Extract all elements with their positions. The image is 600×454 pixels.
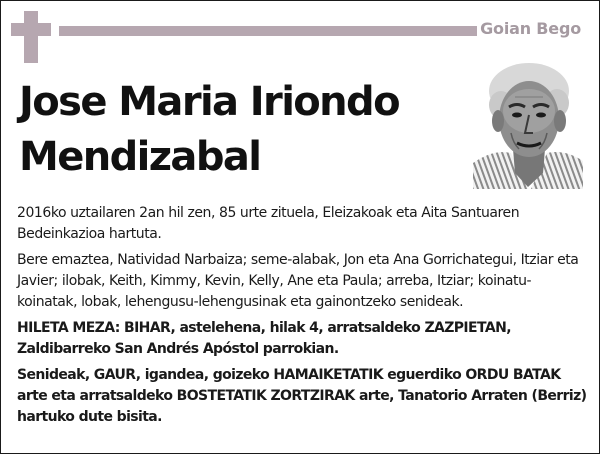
visitation-info: Senideak, GAUR, igandea, goizeko HAMAIKETATIK eguerdiko ORDU BATAK arte eta arratsaldeko BOSTETATIK ZORTZIRAK arte, Tanatorio Arraten (Berriz) hartuko dute bisita.	[17, 367, 587, 425]
deceased-name-line2: Mendizabal	[19, 134, 261, 180]
cross-icon-horizontal	[11, 23, 51, 36]
deceased-name-line1: Jose Maria Iriondo	[19, 79, 399, 125]
death-announcement: 2016ko uztailaren 2an hil zen, 85 urte zituela, Eleizakoak eta Aita Santuaren Bedeinkazioa hartuta.	[17, 205, 520, 242]
region-label: Goian Bego	[480, 19, 581, 38]
portrait-photo	[473, 61, 583, 189]
notice-body	[17, 203, 587, 433]
deceased-name	[19, 75, 399, 185]
funeral-info: HILETA MEZA: BIHAR, astelehena, hilak 4, arratsaldeko ZAZPIETAN, Zaldibarreko San Andrés Apóstol parrokian.	[17, 320, 511, 357]
cross-icon-vertical	[24, 11, 38, 63]
header-rule	[59, 26, 477, 36]
family-list: Bere emaztea, Natividad Narbaiza; seme-alabak, Jon eta Ana Gorrichategui, Itziar eta Javier; ilobak, Keith, Kimmy, Kevin, Kelly, Ane eta Paula; arreba, Itziar; koinatu-koinatak, lobak, lehengusu-lehengusinak eta gainontzeko senideak.	[17, 252, 579, 310]
